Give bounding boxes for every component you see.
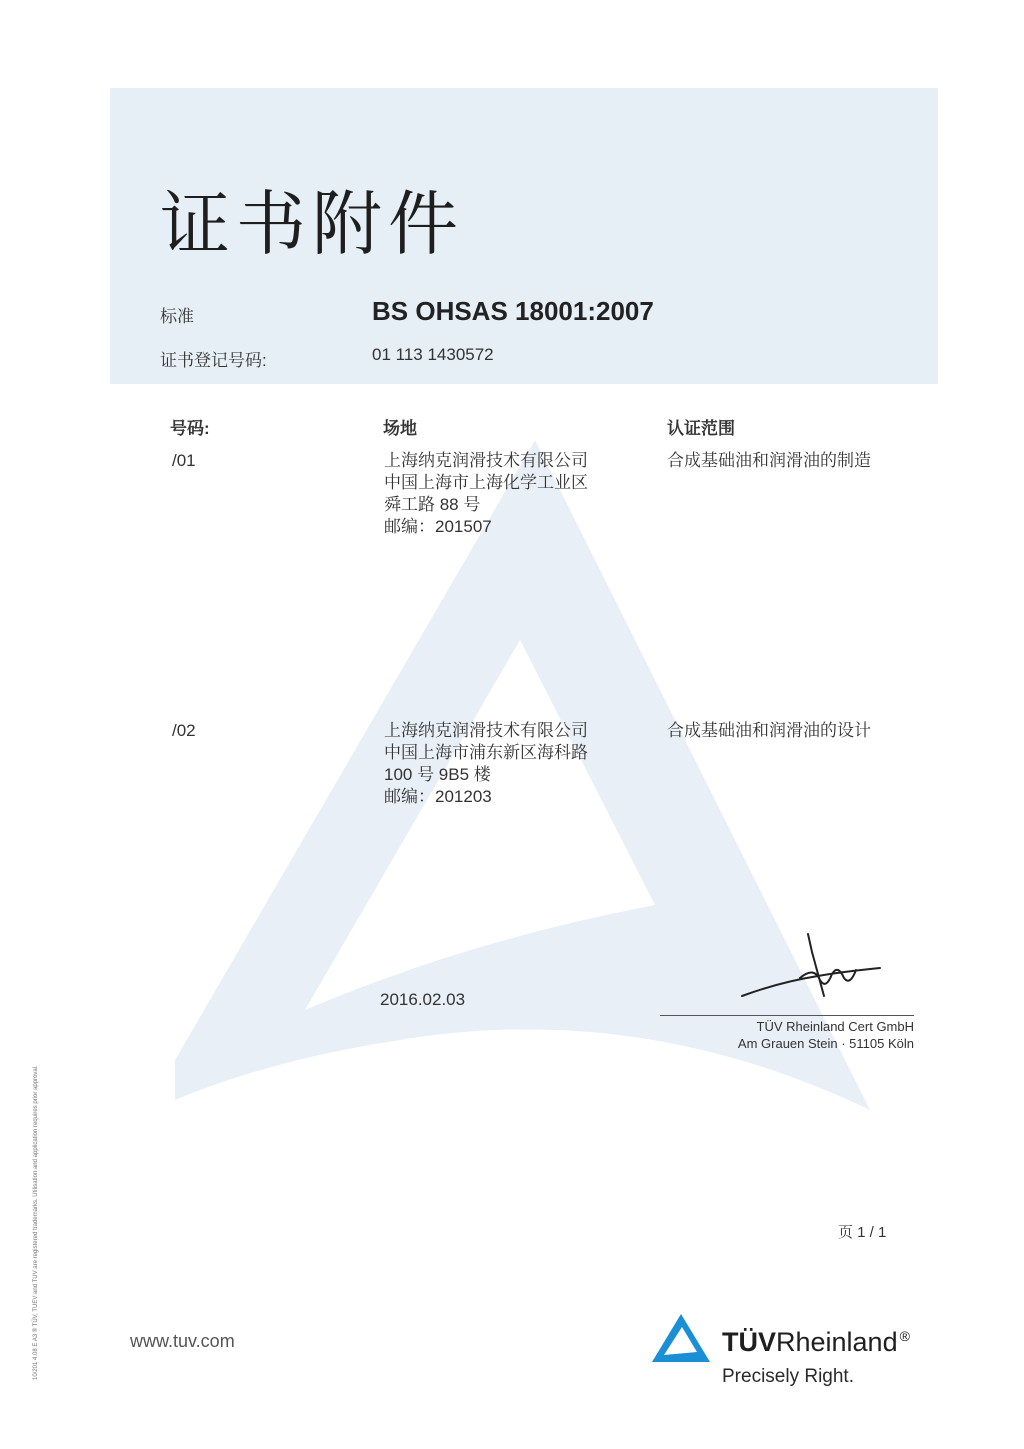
issuer-block (738, 1018, 914, 1052)
issue-date: 2016.02.03 (380, 990, 466, 1009)
website-link[interactable]: www.tuv.com (130, 1331, 235, 1351)
cert-number-value: 01 113 1430572 (372, 345, 494, 364)
site-line: 邮编：201203 (384, 787, 492, 806)
page-number: 页 1 / 1 (838, 1224, 887, 1241)
site-line: 邮编：201507 (384, 517, 492, 536)
column-header-scope: 认证范围 (667, 419, 735, 438)
standard-label: 标准 (160, 307, 194, 326)
site-line: 中国上海市上海化学工业区 (384, 473, 588, 492)
row-2-number: /02 (172, 721, 196, 740)
cert-number-label: 证书登记号码: (160, 351, 267, 370)
signature-image (740, 930, 890, 1010)
column-header-number: 号码: (170, 419, 210, 438)
site-line: 舜工路 88 号 (384, 495, 481, 514)
issuer-name: TÜV Rheinland Cert GmbH (756, 1019, 914, 1034)
row-1-scope: 合成基础油和润滑油的制造 (667, 451, 871, 470)
registered-mark: ® (899, 1328, 910, 1344)
column-header-site: 场地 (383, 419, 417, 438)
row-2-site (384, 720, 588, 808)
tuv-triangle-logo-icon (650, 1312, 712, 1364)
logo-rest: Rheinland (776, 1327, 898, 1357)
page-title: 证书附件 (160, 183, 464, 265)
site-line: 中国上海市浦东新区海科路 (384, 743, 588, 762)
logo-tagline: Precisely Right. (722, 1366, 854, 1387)
row-2-scope: 合成基础油和润滑油的设计 (667, 721, 871, 740)
row-1-number: /01 (172, 451, 196, 470)
signature-line (660, 1015, 914, 1016)
row-1-site (384, 450, 588, 538)
site-line: 100 号 9B5 楼 (384, 765, 491, 784)
issuer-address: Am Grauen Stein · 51105 Köln (737, 1036, 914, 1051)
site-line: 上海纳克润滑技术有限公司 (384, 451, 588, 470)
logo-bold: TÜV (722, 1327, 776, 1357)
standard-value: BS OHSAS 18001:2007 (372, 296, 654, 326)
logo-wordmark (722, 1327, 910, 1358)
site-line: 上海纳克润滑技术有限公司 (384, 721, 588, 740)
trademark-note: 10/201 4.08 E A3 ® TÜV, TUEV and TUV are registered trademarks. Utilisation and application requires prior approval. (33, 1065, 39, 1380)
